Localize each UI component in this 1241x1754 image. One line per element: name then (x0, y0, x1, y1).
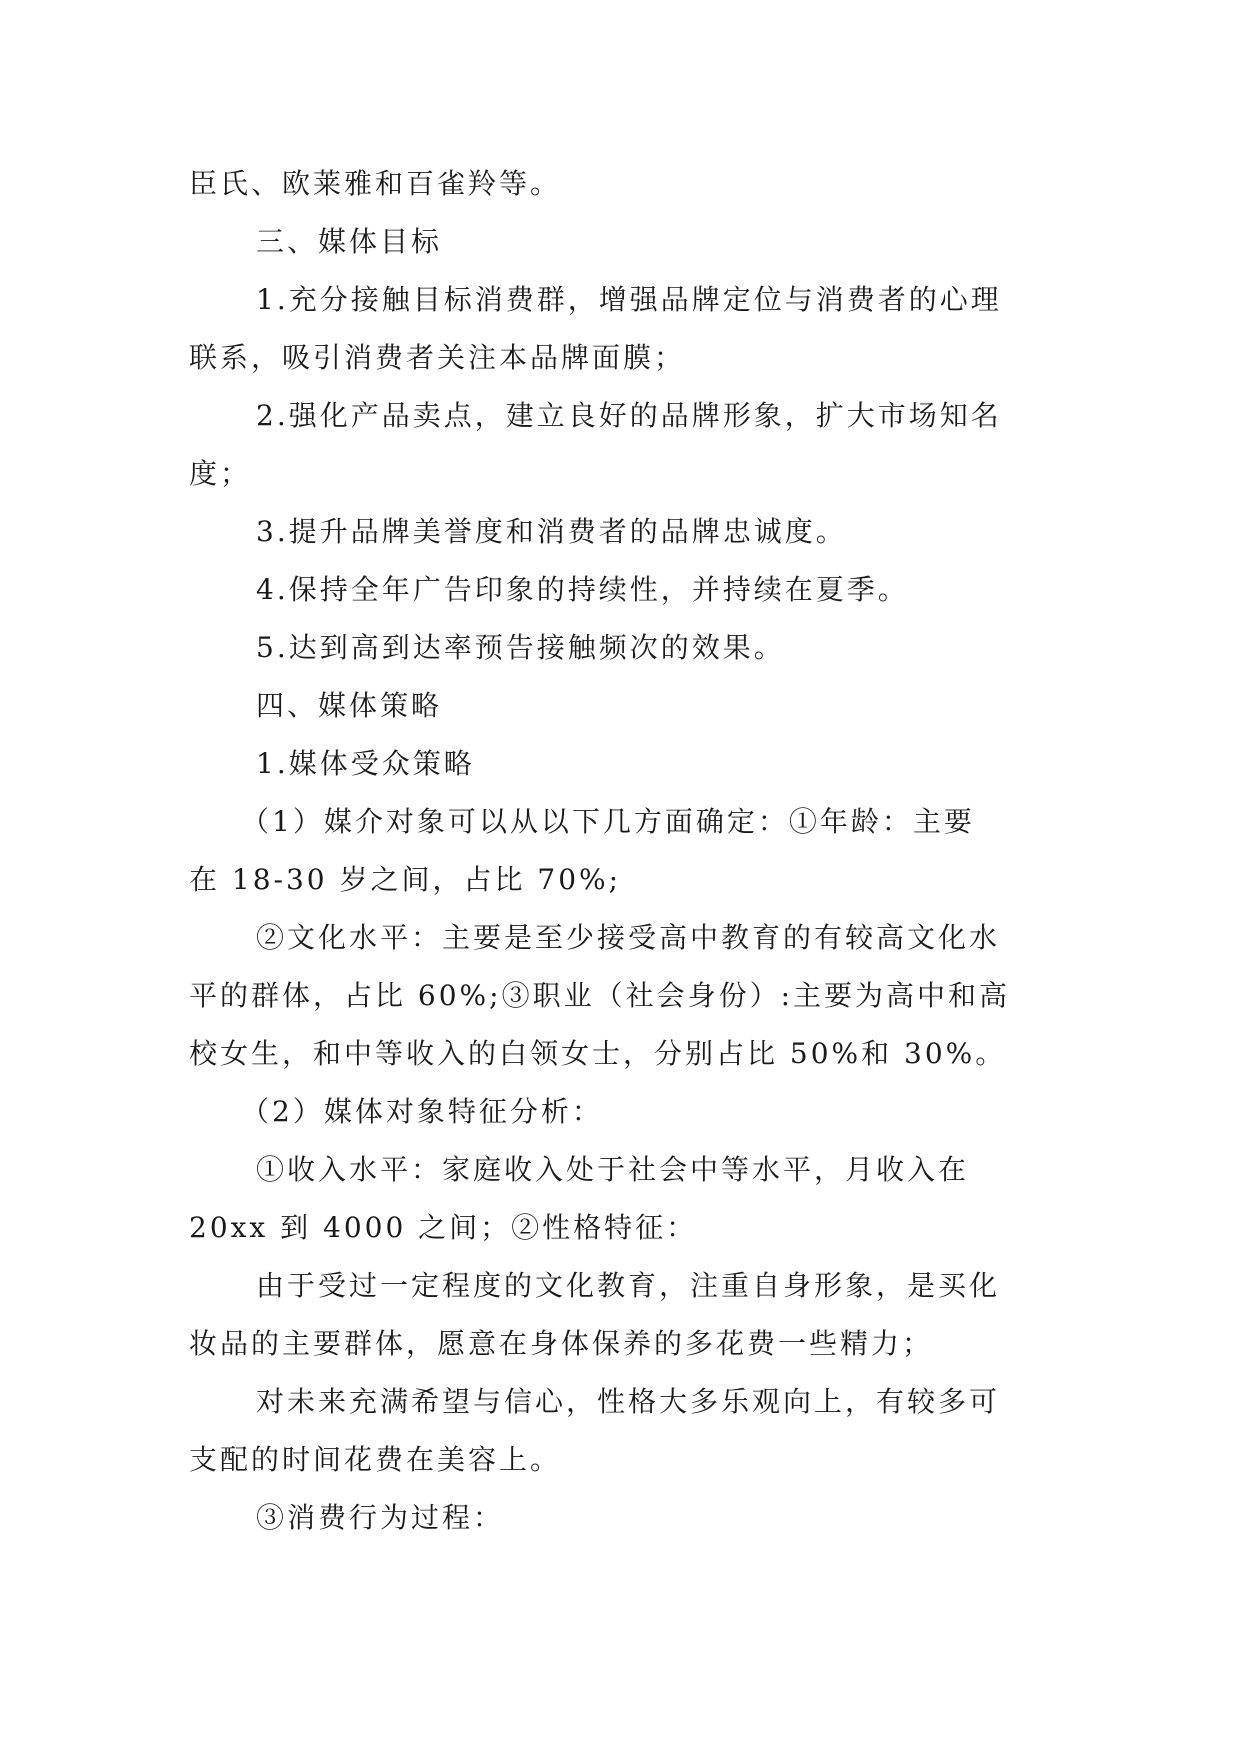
section-heading-media-strategy: 四、媒体策略 (256, 689, 443, 722)
paragraph-line: ①收入水平：家庭收入处于社会中等水平，月收入在 (256, 1153, 970, 1186)
paragraph-line: 4.保持全年广告印象的持续性，并持续在夏季。 (256, 573, 909, 606)
paragraph-line: 平的群体，占比 60%;③职业（社会身份）:主要为高中和高 (189, 979, 1011, 1012)
paragraph-line: 5.达到高到达率预告接触频次的效果。 (256, 631, 785, 664)
subsection-heading: 1.媒体受众策略 (256, 747, 475, 780)
paragraph-line: 20xx 到 4000 之间；②性格特征： (189, 1211, 698, 1244)
document-body (189, 155, 1049, 1547)
paragraph-line: 在 18-30 岁之间，占比 70%; (189, 863, 622, 896)
paragraph-line: 妆品的主要群体，愿意在身体保养的多花费一些精力； (189, 1327, 934, 1360)
paragraph-line: 1.充分接触目标消费群，增强品牌定位与消费者的心理 (256, 283, 1002, 316)
paragraph-line: 度； (189, 457, 252, 490)
paragraph-line: 3.提升品牌美誉度和消费者的品牌忠诚度。 (256, 515, 847, 548)
paragraph-line: （1）媒介对象可以从以下几方面确定：①年龄：主要 (241, 805, 975, 838)
paragraph-line: 臣氏、欧莱雅和百雀羚等。 (189, 167, 562, 200)
paragraph-line: 校女生，和中等收入的白领女士，分别占比 50%和 30%。 (189, 1037, 1007, 1070)
paragraph-line: ③消费行为过程： (256, 1501, 505, 1534)
paragraph-line: 支配的时间花费在美容上。 (189, 1443, 562, 1476)
paragraph-line: 由于受过一定程度的文化教育，注重自身形象，是买化 (256, 1269, 1001, 1302)
paragraph-line: 对未来充满希望与信心，性格大多乐观向上，有较多可 (256, 1385, 1001, 1418)
paragraph-line: 联系，吸引消费者关注本品牌面膜； (189, 341, 686, 374)
paragraph-line: （2）媒体对象特征分析： (241, 1095, 603, 1128)
paragraph-line: 2.强化产品卖点，建立良好的品牌形象，扩大市场知名 (256, 399, 1002, 432)
paragraph-line: ②文化水平：主要是至少接受高中教育的有较高文化水 (256, 921, 1001, 954)
section-heading-media-goals: 三、媒体目标 (256, 225, 443, 258)
